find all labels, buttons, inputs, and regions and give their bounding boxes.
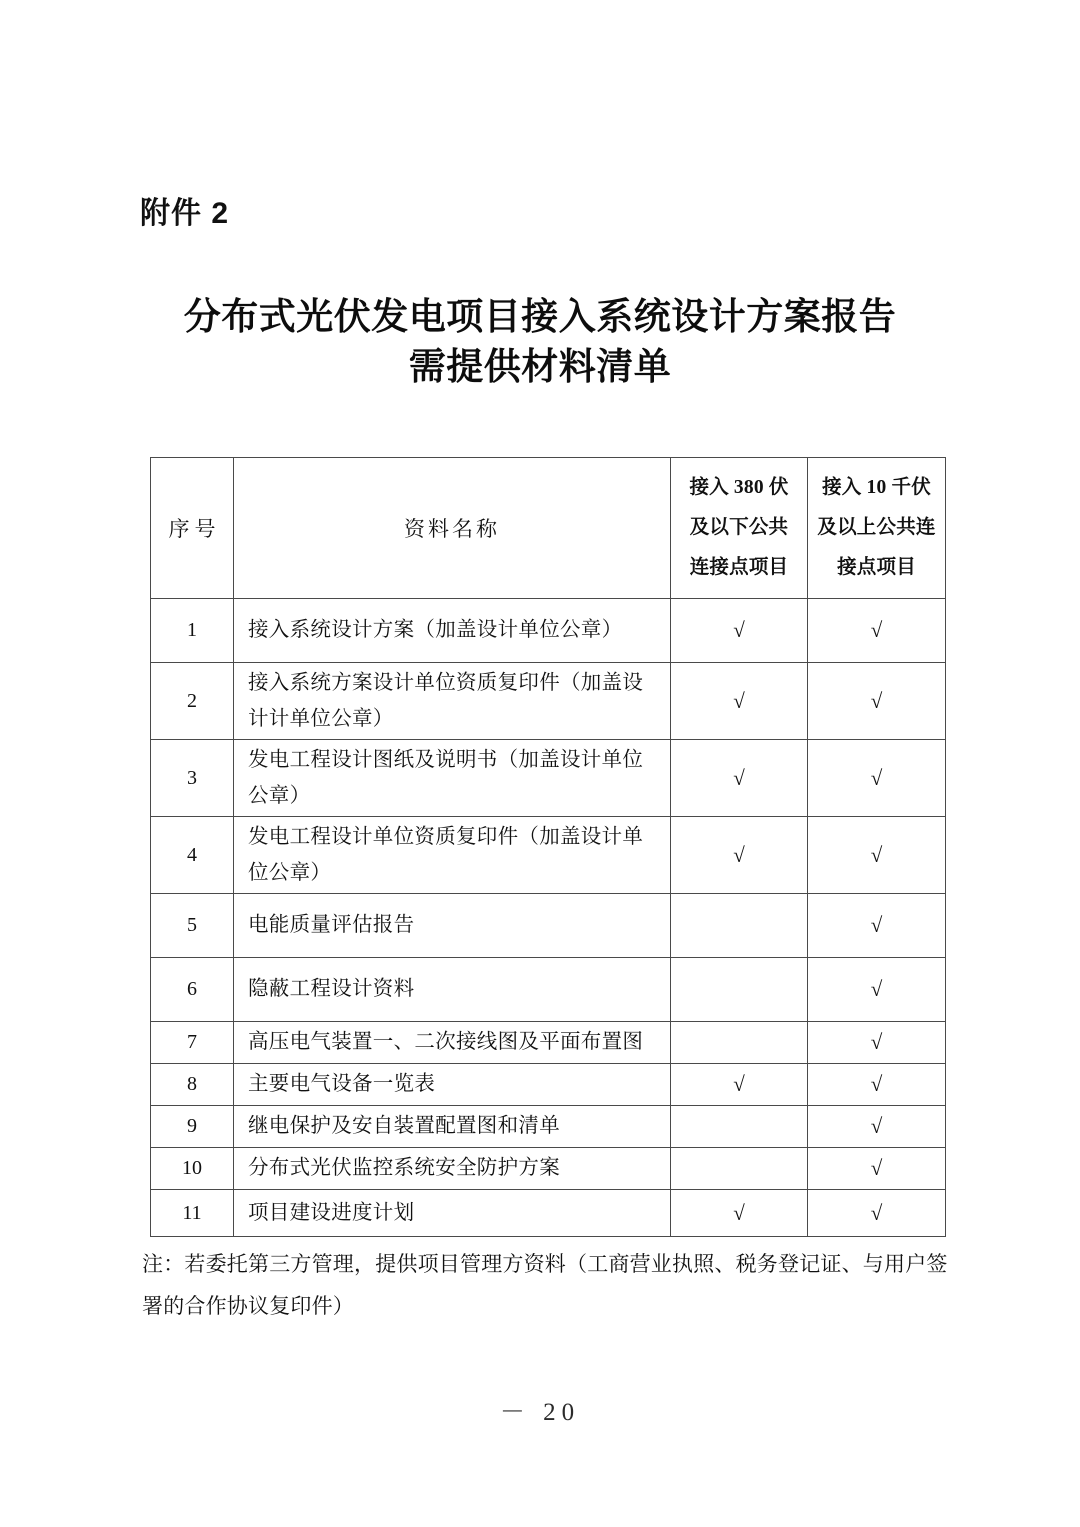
table-row bbox=[151, 740, 946, 817]
table-header bbox=[151, 458, 946, 599]
table-header-row bbox=[151, 458, 946, 599]
row-material-name: 项目建设进度计划 bbox=[234, 1190, 671, 1237]
table-row bbox=[151, 894, 946, 958]
column-header-level-380v bbox=[671, 458, 808, 599]
row-material-name: 隐蔽工程设计资料 bbox=[234, 958, 671, 1022]
row-index: 3 bbox=[151, 740, 234, 817]
table-row bbox=[151, 817, 946, 894]
row-mark-380v: √ bbox=[671, 740, 808, 817]
row-mark-380v bbox=[671, 958, 808, 1022]
row-index: 11 bbox=[151, 1190, 234, 1237]
table-row bbox=[151, 1022, 946, 1064]
row-index: 7 bbox=[151, 1022, 234, 1064]
row-mark-10kv: √ bbox=[808, 740, 946, 817]
row-material-name: 主要电气设备一览表 bbox=[234, 1064, 671, 1106]
table-body bbox=[151, 599, 946, 1237]
row-mark-10kv: √ bbox=[808, 958, 946, 1022]
row-material-name: 电能质量评估报告 bbox=[234, 894, 671, 958]
materials-table bbox=[150, 457, 946, 1237]
page-number: － 20 bbox=[499, 1399, 581, 1426]
column-header-level-380v-line-2: 及以下公共 bbox=[689, 517, 789, 539]
table-row bbox=[151, 663, 946, 740]
row-index: 10 bbox=[151, 1148, 234, 1190]
row-index: 1 bbox=[151, 599, 234, 663]
page-title bbox=[120, 292, 960, 391]
row-mark-10kv: √ bbox=[808, 1190, 946, 1237]
column-header-level-380v-line-1: 接入 380 伏 bbox=[689, 477, 789, 499]
row-index: 2 bbox=[151, 663, 234, 740]
row-material-name: 接入系统方案设计单位资质复印件（加盖设计计单位公章） bbox=[234, 663, 671, 740]
row-mark-10kv: √ bbox=[808, 817, 946, 894]
row-mark-380v: √ bbox=[671, 817, 808, 894]
table-row bbox=[151, 599, 946, 663]
row-material-name: 继电保护及安自装置配置图和清单 bbox=[234, 1106, 671, 1148]
row-mark-10kv: √ bbox=[808, 599, 946, 663]
row-mark-380v: √ bbox=[671, 1190, 808, 1237]
column-header-level-10kv bbox=[808, 458, 946, 599]
row-index: 4 bbox=[151, 817, 234, 894]
row-mark-10kv: √ bbox=[808, 1148, 946, 1190]
row-mark-380v bbox=[671, 1022, 808, 1064]
row-mark-10kv: √ bbox=[808, 1064, 946, 1106]
row-index: 5 bbox=[151, 894, 234, 958]
row-mark-10kv: √ bbox=[808, 1022, 946, 1064]
attachment-label: 附件 2 bbox=[140, 197, 230, 230]
row-material-name: 接入系统设计方案（加盖设计单位公章） bbox=[234, 599, 671, 663]
row-mark-380v: √ bbox=[671, 599, 808, 663]
row-mark-380v bbox=[671, 894, 808, 958]
page-title-line-2: 需提供材料清单 bbox=[408, 345, 672, 387]
row-mark-10kv: √ bbox=[808, 894, 946, 958]
table-row bbox=[151, 1064, 946, 1106]
column-header-material-name: 资料名称 bbox=[234, 458, 671, 599]
table-row bbox=[151, 1190, 946, 1237]
table-footnote: 注：若委托第三方管理，提供项目管理方资料（工商营业执照、税务登记证、与用户签署的合作协议复印件） bbox=[142, 1252, 948, 1318]
column-header-level-380v-line-3: 连接点项目 bbox=[689, 556, 789, 578]
row-mark-380v: √ bbox=[671, 1064, 808, 1106]
row-index: 8 bbox=[151, 1064, 234, 1106]
table-row bbox=[151, 958, 946, 1022]
table-row bbox=[151, 1148, 946, 1190]
row-mark-380v: √ bbox=[671, 663, 808, 740]
row-mark-10kv: √ bbox=[808, 1106, 946, 1148]
row-material-name: 高压电气装置一、二次接线图及平面布置图 bbox=[234, 1022, 671, 1064]
page-title-line-1: 分布式光伏发电项目接入系统设计方案报告 bbox=[183, 296, 897, 337]
column-header-level-10kv-line-3: 接点项目 bbox=[837, 556, 916, 578]
row-mark-380v bbox=[671, 1106, 808, 1148]
table-row bbox=[151, 1106, 946, 1148]
row-index: 9 bbox=[151, 1106, 234, 1148]
row-material-name: 发电工程设计图纸及说明书（加盖设计单位公章） bbox=[234, 740, 671, 817]
column-header-level-10kv-line-2: 及以上公共连 bbox=[817, 517, 936, 539]
column-header-index: 序号 bbox=[151, 458, 234, 599]
row-index: 6 bbox=[151, 958, 234, 1022]
row-material-name: 发电工程设计单位资质复印件（加盖设计单位公章） bbox=[234, 817, 671, 894]
column-header-level-10kv-line-1: 接入 10 千伏 bbox=[822, 477, 931, 499]
row-material-name: 分布式光伏监控系统安全防护方案 bbox=[234, 1148, 671, 1190]
row-mark-380v bbox=[671, 1148, 808, 1190]
row-mark-10kv: √ bbox=[808, 663, 946, 740]
